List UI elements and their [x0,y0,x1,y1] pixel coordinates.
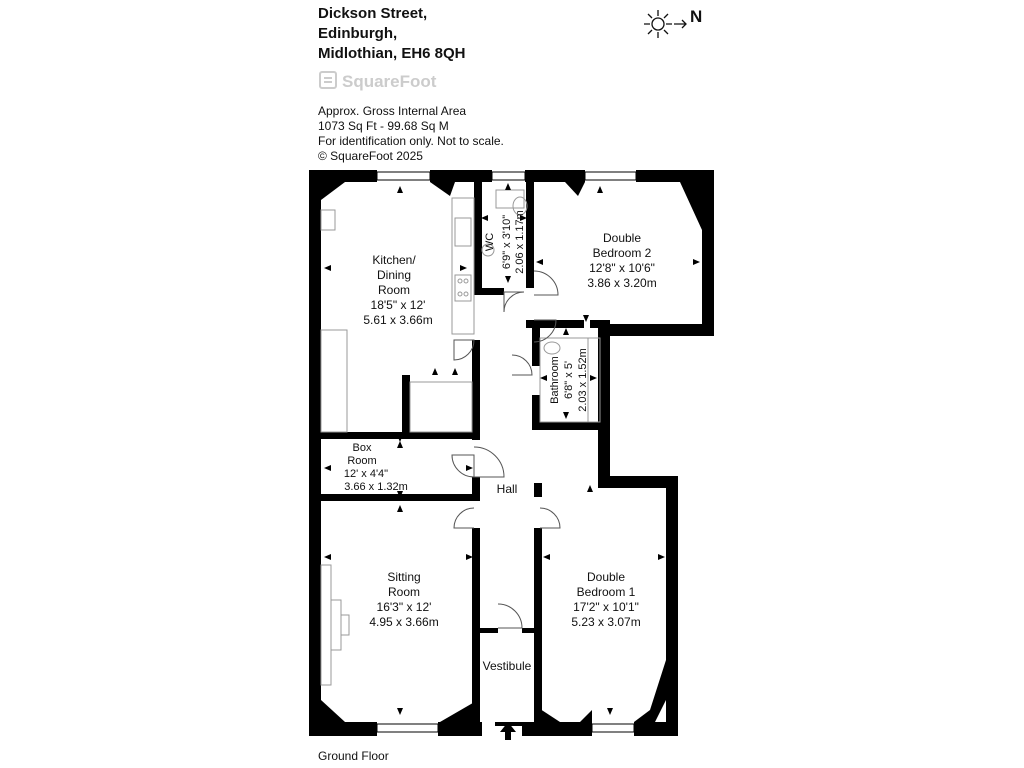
kitchen-name-2: Dining [376,268,412,282]
wc-imperial: 6'9" x 3'10" [501,214,513,270]
floor-label: Ground Floor [318,749,389,763]
boxroom-imperial: 12' x 4'4" [343,468,389,480]
bedroom1-name-1: Double [586,570,626,584]
room-sitting [369,570,438,629]
bedroom2-metric: 3.86 x 3.20m [587,276,657,290]
kitchen-metric: 5.61 x 3.66m [363,313,433,327]
sitting-metric: 4.95 x 3.66m [369,615,439,629]
bedroom1-imperial: 17'2" x 10'1" [573,600,639,614]
kitchen-name-1: Kitchen/ [372,253,416,267]
bedroom1-name-2: Bedroom 1 [576,585,636,599]
bedroom2-name-1: Double [602,231,642,245]
boxroom-name-2: Room [347,455,377,467]
bathroom-metric: 2.03 x 1.52m [577,348,589,412]
room-bedroom-1 [571,570,640,629]
hall-label: Hall [496,482,518,496]
sitting-name-2: Room [387,585,421,599]
bathroom-imperial: 6'8" x 5' [563,360,575,400]
vestibule-label: Vestibule [482,659,532,673]
kitchen-imperial: 18'5" x 12' [370,298,426,312]
bedroom2-imperial: 12'8" x 10'6" [589,261,655,275]
area-label: Approx. Gross Internal Area [318,104,467,118]
room-wc [484,210,526,274]
wc-metric: 2.06 x 1.17m [514,210,526,274]
bathroom-name: Bathroom [549,356,561,404]
bedroom2-name-2: Bedroom 2 [592,246,652,260]
sitting-imperial: 16'3" x 12' [376,600,432,614]
room-bathroom [549,348,589,412]
sitting-name-1: Sitting [387,570,421,584]
address-line-1: Dickson Street, [318,5,428,22]
inner-walls [321,182,610,726]
area-value: 1073 Sq Ft - 99.68 Sq M [318,119,449,133]
room-bedroom-2 [587,231,656,290]
logo-text: SquareFoot [342,72,437,91]
compass-north-letter: N [690,7,703,26]
room-kitchen [363,253,432,327]
address-line-2: Edinburgh, [318,25,398,42]
copyright: © SquareFoot 2025 [318,149,423,163]
disclaimer: For identification only. Not to scale. [318,134,504,148]
wc-name: WC [484,232,496,252]
boxroom-metric: 3.66 x 1.32m [344,481,408,493]
boxroom-name-1: Box [352,442,372,454]
room-box-room [344,442,408,493]
address-line-3: Midlothian, EH6 8QH [318,45,466,62]
kitchen-name-3: Room [377,283,411,297]
bedroom1-metric: 5.23 x 3.07m [571,615,641,629]
